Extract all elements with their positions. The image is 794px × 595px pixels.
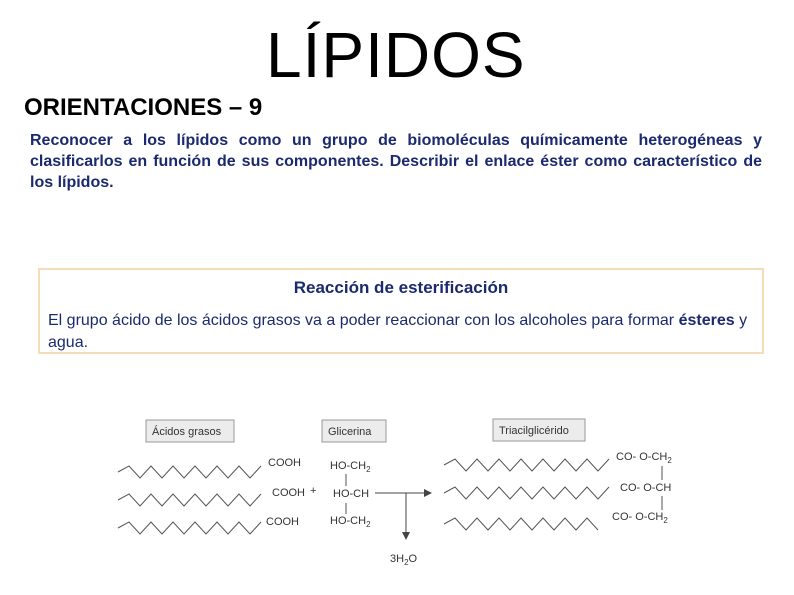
fatty-acids-label-box [146,420,234,442]
product-group-1: CO- $O-CH_2$ [616,451,672,465]
glycerin-group-2: HO-CH [333,488,370,500]
reaction-body-start: El grupo ácido de los ácidos grasos va a poder reaccionar con los alcoholes para formar [48,312,679,329]
fatty-acid-chain-2 [118,494,261,506]
product-chains [444,459,609,530]
fatty-acid-group-2: COOH [272,487,305,499]
fatty-acid-chains [118,466,261,534]
product-chain-1 [444,459,609,471]
product-group-2: CO- O-CH [620,482,672,494]
product-group-3: CO- $O-CH_2$ [612,511,668,525]
reaction-box [38,268,764,354]
reaction-box-body [48,310,748,354]
reaction-body-bold: ésteres [678,312,735,329]
fatty-acid-chain-1 [118,466,261,478]
glycerin-group-1: $HO-CH_2$ [330,460,371,474]
triacylglyceride-structure [612,451,672,525]
glycerin-label-box [322,420,386,442]
reaction-body-end: y agua. [48,312,748,351]
objective-text: Reconocer a los lípidos como un grupo de biomoléculas químicamente heterogéneas y clasificarlos en función de sus componentes. Describir el enlace éster como característico de los lípidos. [30,132,762,191]
fatty-acid-chain-3 [118,522,261,534]
esterification-diagram [0,400,794,595]
slide-subtitle: ORIENTACIONES – 9 [24,94,263,121]
reaction-box-title: Reacción de esterificación [293,278,509,297]
plus-sign: + [310,485,317,497]
product-chain-3 [444,518,598,530]
fatty-acid-group-3: COOH [266,516,299,528]
fatty-acids-label: Ácidos grasos [152,426,222,438]
slide-title: LÍPIDOS [266,19,526,91]
triacylglyceride-label-box [493,419,585,441]
water-arrow [402,493,410,540]
water-product: $3H_2O$ [390,553,418,567]
glycerin-structure [330,460,371,529]
product-chain-2 [444,487,609,499]
glycerin-group-3: $HO-CH_2$ [330,515,371,529]
triacylglyceride-label: Triacilglicérido [499,425,569,437]
glycerin-label: Glicerina [328,426,372,438]
reaction-arrow [375,489,432,497]
fatty-acid-group-1: COOH [268,457,301,469]
